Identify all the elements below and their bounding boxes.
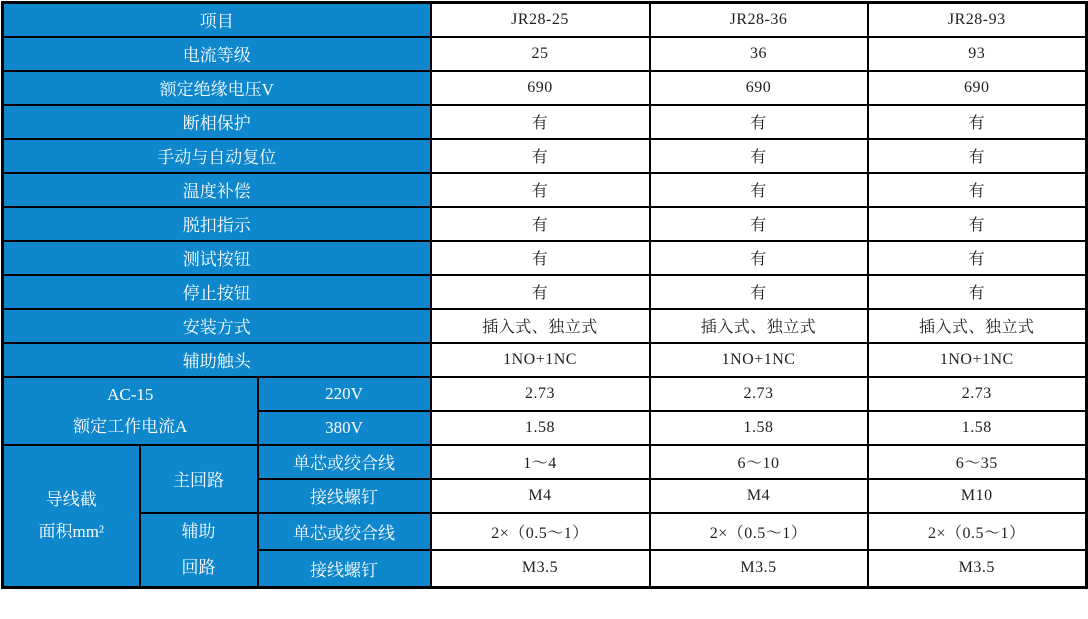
table-row-trip-indicator (3, 207, 1087, 241)
value-cell: M4 (650, 479, 868, 513)
table-row-temperature-compensation (3, 173, 1087, 207)
value-cell: 2.73 (868, 377, 1087, 411)
value-cell: 有 (868, 241, 1087, 275)
ac15-label-line2: 额定工作电流A (73, 416, 188, 436)
circuit-group-name-line2: 回路 (181, 557, 216, 577)
value-cell: 690 (868, 71, 1087, 105)
value-cell: M10 (868, 479, 1087, 513)
value-cell: 有 (431, 105, 650, 139)
value-cell: 2×（0.5～1） (431, 513, 650, 550)
value-cell: 有 (650, 105, 868, 139)
value-cell: 插入式、独立式 (868, 309, 1087, 343)
value-cell: 有 (431, 207, 650, 241)
value-cell: 93 (868, 37, 1087, 71)
value-cell: 2×（0.5～1） (650, 513, 868, 550)
value-cell: 有 (650, 275, 868, 309)
value-cell: 1NO+1NC (868, 343, 1087, 377)
value-cell: 1～4 (431, 445, 650, 479)
value-cell: 有 (650, 207, 868, 241)
table-row-main-circuit-wire (3, 445, 1087, 479)
row-label: 安装方式 (3, 309, 431, 343)
wire-type-label-cell: 单芯或绞合线 (258, 513, 431, 550)
circuit-group-cell-main (140, 445, 258, 513)
circuit-group-cell-aux (140, 513, 258, 588)
header-model-jr28-36: JR28-36 (650, 3, 868, 37)
value-cell: 1NO+1NC (650, 343, 868, 377)
value-cell: 有 (431, 139, 650, 173)
value-cell: 有 (868, 207, 1087, 241)
value-cell: 有 (868, 139, 1087, 173)
header-item-cell: 项目 (3, 3, 431, 37)
row-label: 脱扣指示 (3, 207, 431, 241)
table-row-mounting-type (3, 309, 1087, 343)
value-cell: 有 (868, 173, 1087, 207)
value-cell: M3.5 (650, 550, 868, 587)
row-label: 温度补偿 (3, 173, 431, 207)
value-cell: M3.5 (868, 550, 1087, 587)
header-model-jr28-25: JR28-25 (431, 3, 650, 37)
value-cell: 690 (650, 71, 868, 105)
table-row-manual-auto-reset (3, 139, 1087, 173)
wire-section-label-cell (3, 445, 140, 588)
table-row-stop-button (3, 275, 1087, 309)
circuit-group-name-line1: 辅助 (181, 521, 216, 541)
value-cell: 有 (431, 241, 650, 275)
value-cell: 有 (431, 173, 650, 207)
header-row (3, 3, 1087, 37)
value-cell: 插入式、独立式 (431, 309, 650, 343)
row-label: 额定绝缘电压V (3, 71, 431, 105)
value-cell: 1NO+1NC (431, 343, 650, 377)
value-cell: 2.73 (431, 377, 650, 411)
wire-label-line1: 导线截 (45, 489, 97, 509)
wire-type-label-cell: 接线螺钉 (258, 550, 431, 587)
value-cell: 1.58 (650, 411, 868, 445)
row-label: 辅助触头 (3, 343, 431, 377)
ac15-label-line1: AC-15 (107, 384, 154, 404)
value-cell: M4 (431, 479, 650, 513)
value-cell: 1.58 (431, 411, 650, 445)
value-cell: 有 (650, 139, 868, 173)
value-cell: 6～35 (868, 445, 1087, 479)
value-cell: 有 (868, 275, 1087, 309)
value-cell: 6～10 (650, 445, 868, 479)
value-cell: 25 (431, 37, 650, 71)
circuit-group-name: 主回路 (173, 471, 224, 490)
value-cell: 2×（0.5～1） (868, 513, 1087, 550)
ac15-label-cell (3, 377, 258, 445)
value-cell: 有 (650, 173, 868, 207)
wire-type-label-cell: 单芯或绞合线 (258, 445, 431, 479)
value-cell: 有 (431, 275, 650, 309)
value-cell: 1.58 (868, 411, 1087, 445)
voltage-cell: 220V (258, 377, 431, 411)
row-label: 测试按钮 (3, 241, 431, 275)
spec-table (1, 1, 1088, 589)
row-label: 电流等级 (3, 37, 431, 71)
value-cell: 插入式、独立式 (650, 309, 868, 343)
row-label: 停止按钮 (3, 275, 431, 309)
table-row-phase-failure-protection (3, 105, 1087, 139)
row-label: 手动与自动复位 (3, 139, 431, 173)
value-cell: 有 (650, 241, 868, 275)
table-row-test-button (3, 241, 1087, 275)
wire-type-label-cell: 接线螺钉 (258, 479, 431, 513)
value-cell: 2.73 (650, 377, 868, 411)
row-label: 断相保护 (3, 105, 431, 139)
table-row-aux-circuit-wire (3, 513, 1087, 550)
table-row-ac15-220v (3, 377, 1087, 411)
table-row-auxiliary-contacts (3, 343, 1087, 377)
value-cell: 有 (868, 105, 1087, 139)
table-row-insulation-voltage (3, 71, 1087, 105)
value-cell: 36 (650, 37, 868, 71)
wire-label-line2: 面积mm² (38, 521, 105, 541)
voltage-cell: 380V (258, 411, 431, 445)
value-cell: 690 (431, 71, 650, 105)
header-model-jr28-93: JR28-93 (868, 3, 1087, 37)
table-row-current-rating (3, 37, 1087, 71)
value-cell: M3.5 (431, 550, 650, 587)
